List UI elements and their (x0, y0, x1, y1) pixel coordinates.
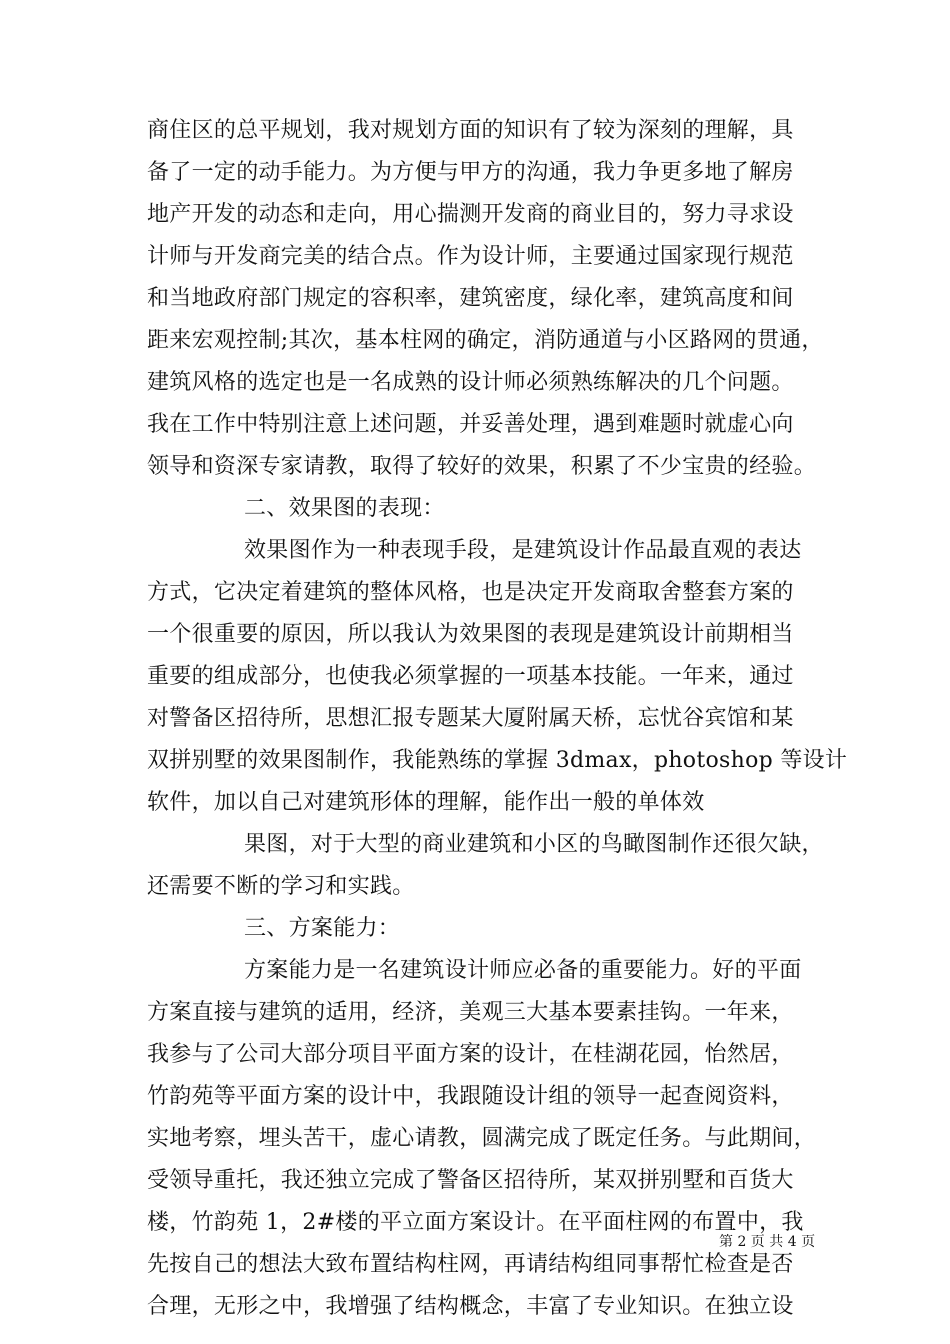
text-line: 方案直接与建筑的适用，经济，美观三大基本要素挂钩。一年来， (147, 1000, 794, 1025)
text-line: 实地考察，埋头苦干，虚心请教，圆满完成了既定任务。与此期间， (147, 1126, 817, 1151)
text-line: 受领导重托，我还独立完成了警备区招待所，某双拼别墅和百货大 (147, 1168, 794, 1193)
text-line: 方案能力是一名建筑设计师应必备的重要能力。好的平面 (244, 958, 802, 983)
text-line: 效果图作为一种表现手段，是建筑设计作品最直观的表达 (244, 538, 802, 563)
section-heading: 二、效果图的表现： (244, 496, 445, 521)
text-line: 和当地政府部门规定的容积率，建筑密度，绿化率，建筑高度和间 (147, 286, 794, 311)
text-line: 建筑风格的选定也是一名成熟的设计师必须熟练解决的几个问题。 (147, 370, 794, 395)
text-line: 竹韵苑等平面方案的设计中，我跟随设计组的领导一起查阅资料， (147, 1084, 794, 1109)
section-heading: 三、方案能力： (244, 916, 401, 941)
text-line: 楼，竹韵苑 1，2#楼的平立面方案设计。在平面柱网的布置中，我 (147, 1210, 804, 1235)
text-line: 还需要不断的学习和实践。 (147, 874, 415, 899)
page-footer: 第 2 页 共 4 页 (719, 1234, 816, 1250)
text-line: 我参与了公司大部分项目平面方案的设计，在桂湖花园，怡然居， (147, 1042, 794, 1067)
text-line: 双拼别墅的效果图制作，我能熟练的掌握 3dmax，photoshop 等设计 (147, 748, 848, 773)
text-line: 合理，无形之中，我增强了结构概念，丰富了专业知识。在独立设 (147, 1294, 794, 1319)
text-line: 软件，加以自己对建筑形体的理解，能作出一般的单体效 (147, 790, 705, 815)
text-line: 距来宏观控制;其次，基本柱网的确定，消防通道与小区路网的贯通， (147, 328, 824, 353)
text-line: 一个很重要的原因，所以我认为效果图的表现是建筑设计前期相当 (147, 622, 794, 647)
text-line: 商住区的总平规划，我对规划方面的知识有了较为深刻的理解，具 (147, 118, 794, 143)
text-line: 我在工作中特别注意上述问题，并妥善处理，遇到难题时就虚心向 (147, 412, 794, 437)
text-line: 计师与开发商完美的结合点。作为设计师，主要通过国家现行规范 (147, 244, 794, 269)
text-line: 地产开发的动态和走向，用心揣测开发商的商业目的，努力寻求设 (147, 202, 794, 227)
text-line: 果图，对于大型的商业建筑和小区的鸟瞰图制作还很欠缺， (244, 832, 824, 857)
text-line: 领导和资深专家请教，取得了较好的效果，积累了不少宝贵的经验。 (147, 454, 817, 479)
text-line: 对警备区招待所，思想汇报专题某大厦附属天桥，忘忧谷宾馆和某 (147, 706, 794, 731)
text-line: 重要的组成部分，也使我必须掌握的一项基本技能。一年来，通过 (147, 664, 794, 689)
text-line: 先按自己的想法大致布置结构柱网，再请结构组同事帮忙检查是否 (147, 1252, 794, 1277)
text-line: 备了一定的动手能力。为方便与甲方的沟通，我力争更多地了解房 (147, 160, 794, 185)
text-line: 方式，它决定着建筑的整体风格，也是决定开发商取舍整套方案的 (147, 580, 794, 605)
